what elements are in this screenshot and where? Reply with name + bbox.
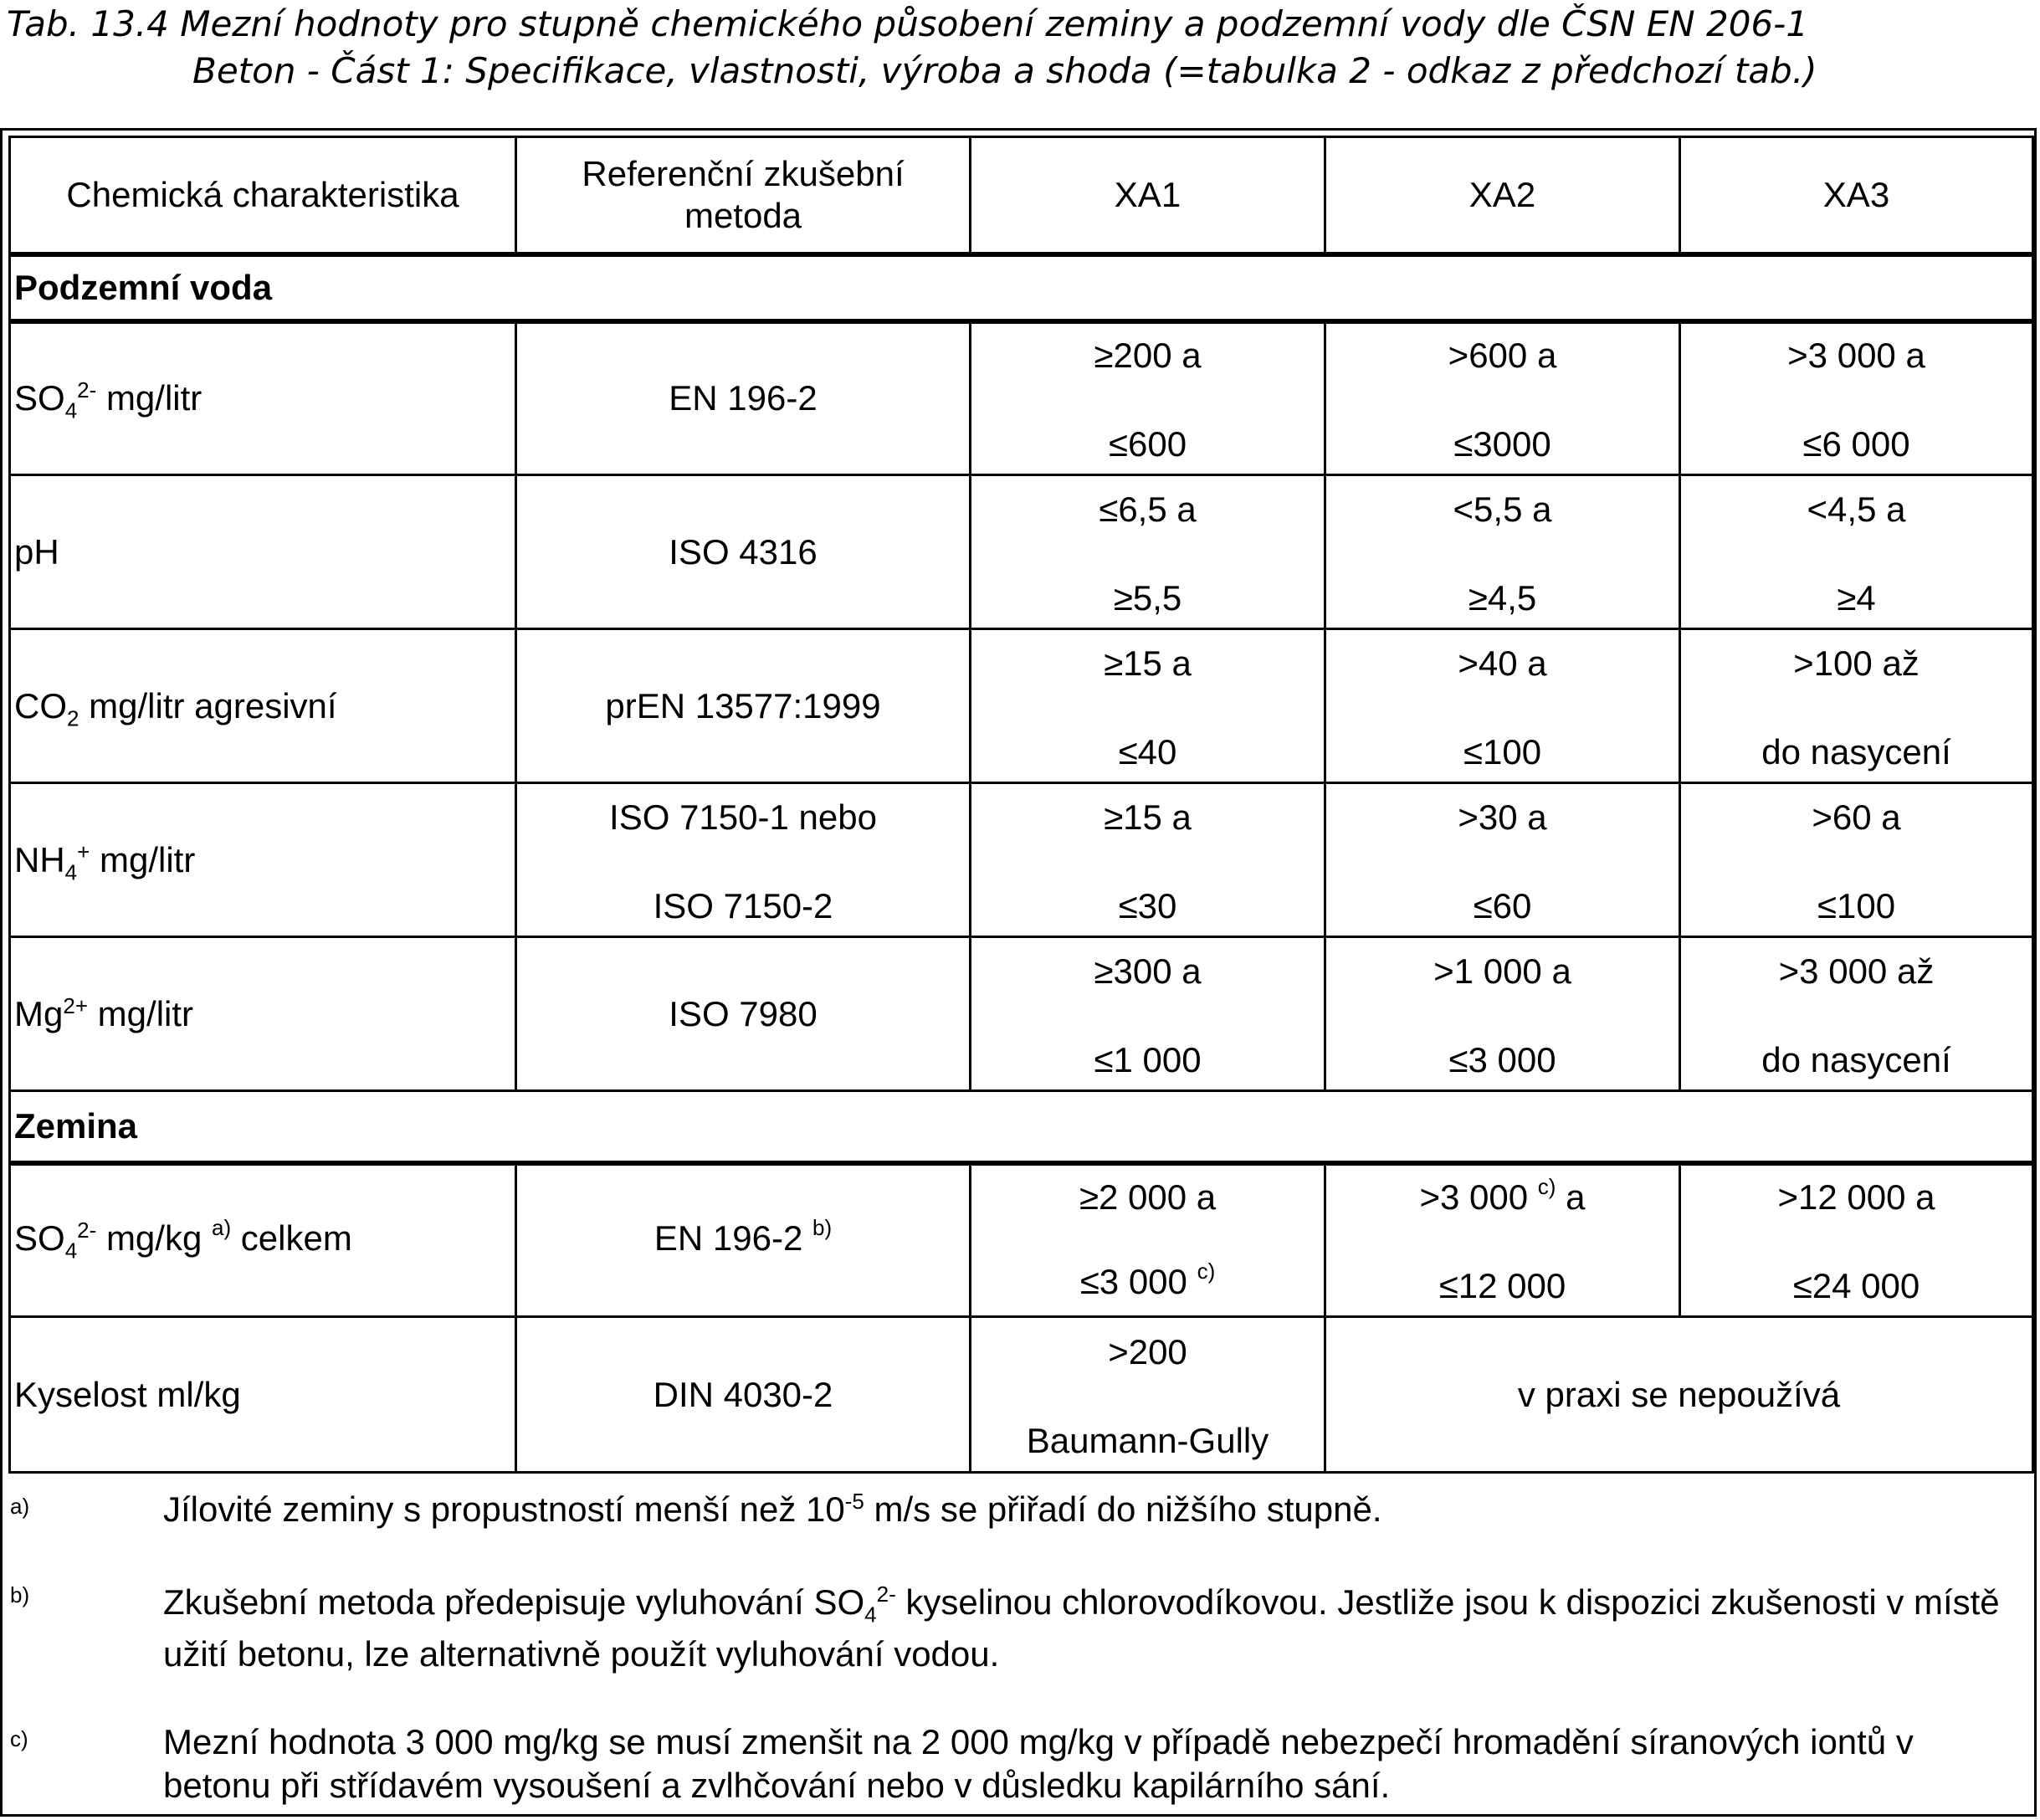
section-title-groundwater: Podzemní voda	[10, 254, 2033, 321]
row-label: $Mg^{2+}$ mg/litr	[10, 937, 516, 1091]
row-label: Kyselost ml/kg	[10, 1317, 516, 1473]
row-xa1: ≤6,5 a ≥5,5	[971, 475, 1325, 629]
row-xa1: ≥300 a ≤1 000	[971, 937, 1325, 1091]
table-row	[10, 1317, 2033, 1473]
row-method: ISO 7980	[516, 937, 971, 1091]
row-label: $SO_4^{2-}$ mg/litr	[10, 321, 516, 475]
row-xa3: >3 000 až do nasycení	[1680, 937, 2033, 1091]
row-xa2: <5,5 a ≥4,5	[1325, 475, 1680, 629]
row-method: EN 196-2 $^{b)}$	[516, 1163, 971, 1317]
row-xa2: >3 000 $^{c)}$ a ≤12 000	[1325, 1163, 1680, 1317]
row-xa3: >12 000 a ≤24 000	[1680, 1163, 2033, 1317]
row-xa3: <4,5 a ≥4	[1680, 475, 2033, 629]
table-row	[10, 1163, 2033, 1317]
section-row-soil	[10, 1091, 2033, 1163]
caption-line-1: Tab. 13.4 Mezní hodnoty pro stupně chemického působení zeminy a podzemní vody dle ČSN EN 206-1	[7, 3, 1809, 44]
row-xa2: >600 a ≤3000	[1325, 321, 1680, 475]
footnotes	[8, 1473, 2032, 1812]
row-label: $NH_4^+$ mg/litr	[10, 783, 516, 937]
table-row	[10, 321, 2033, 475]
row-method: EN 196-2	[516, 321, 971, 475]
row-xa3: >60 a ≤100	[1680, 783, 2033, 937]
footnote-mark: a)	[10, 1494, 30, 1519]
header-row	[10, 137, 2033, 254]
row-label: $CO_2$ mg/litr agresivní	[10, 629, 516, 783]
header-xa3: XA3	[1680, 137, 2033, 254]
row-xa1: ≥2 000 a ≤3 000 $^{c)}$	[971, 1163, 1325, 1317]
row-xa1: ≥15 a ≤40	[971, 629, 1325, 783]
row-xa3: >100 až do nasycení	[1680, 629, 2033, 783]
row-label: $SO_4^{2-}$ mg/kg $^{a)}$ celkem	[10, 1163, 516, 1317]
row-xa2: >40 a ≤100	[1325, 629, 1680, 783]
row-method: ISO 4316	[516, 475, 971, 629]
header-xa2: XA2	[1325, 137, 1680, 254]
section-row-groundwater	[10, 254, 2033, 321]
table-row	[10, 475, 2033, 629]
table-row	[10, 629, 2033, 783]
section-title-soil: Zemina	[10, 1091, 2033, 1163]
footnote-text: Jílovité zeminy s propustností menší než $10^{-5}$ m/s se přiřadí do nižšího stupně.	[163, 1489, 1382, 1529]
row-xa1: ≥200 a ≤600	[971, 321, 1325, 475]
row-xa3: >3 000 a ≤6 000	[1680, 321, 2033, 475]
limits-table	[8, 136, 2034, 1474]
footnote-text: Zkušební metoda předepisuje vyluhování $SO_4^{2-}$ kyselinou chlorovodíkovou. Jestliže jsou k dispozici zkušenosti v místě užití betonu, lze alternativně použít vyluhování vodou.	[163, 1582, 2000, 1674]
footnote-text: Mezní hodnota 3 000 mg/kg se musí zmenšit na 2 000 mg/kg v případě nebezpečí hromadění síranových iontů v betonu při střídavém vysoušení a zvlhčování nebo v důsledku kapilárního sání.	[163, 1722, 1914, 1805]
row-method: DIN 4030-2	[516, 1317, 971, 1473]
row-method: prEN 13577:1999	[516, 629, 971, 783]
table-row	[10, 783, 2033, 937]
row-xa1: ≥15 a ≤30	[971, 783, 1325, 937]
caption-line-2: Beton - Část 1: Specifikace, vlastnosti, výroba a shoda (=tabulka 2 - odkaz z předchozí tab.)	[192, 50, 1817, 91]
row-xa2: >30 a ≤60	[1325, 783, 1680, 937]
footnote-mark: b)	[10, 1582, 30, 1607]
row-xa2: >1 000 a ≤3 000	[1325, 937, 1680, 1091]
header-method: Referenční zkušební metoda	[516, 137, 971, 254]
row-xa2-xa3-merged: v praxi se nepoužívá	[1325, 1317, 2033, 1473]
footnote-mark: c)	[10, 1726, 28, 1751]
row-xa1: >200 Baumann-Gully	[971, 1317, 1325, 1473]
row-method: ISO 7150-1 nebo ISO 7150-2	[516, 783, 971, 937]
row-label: pH	[10, 475, 516, 629]
header-xa1: XA1	[971, 137, 1325, 254]
header-characteristic: Chemická charakteristika	[10, 137, 516, 254]
table-row	[10, 937, 2033, 1091]
